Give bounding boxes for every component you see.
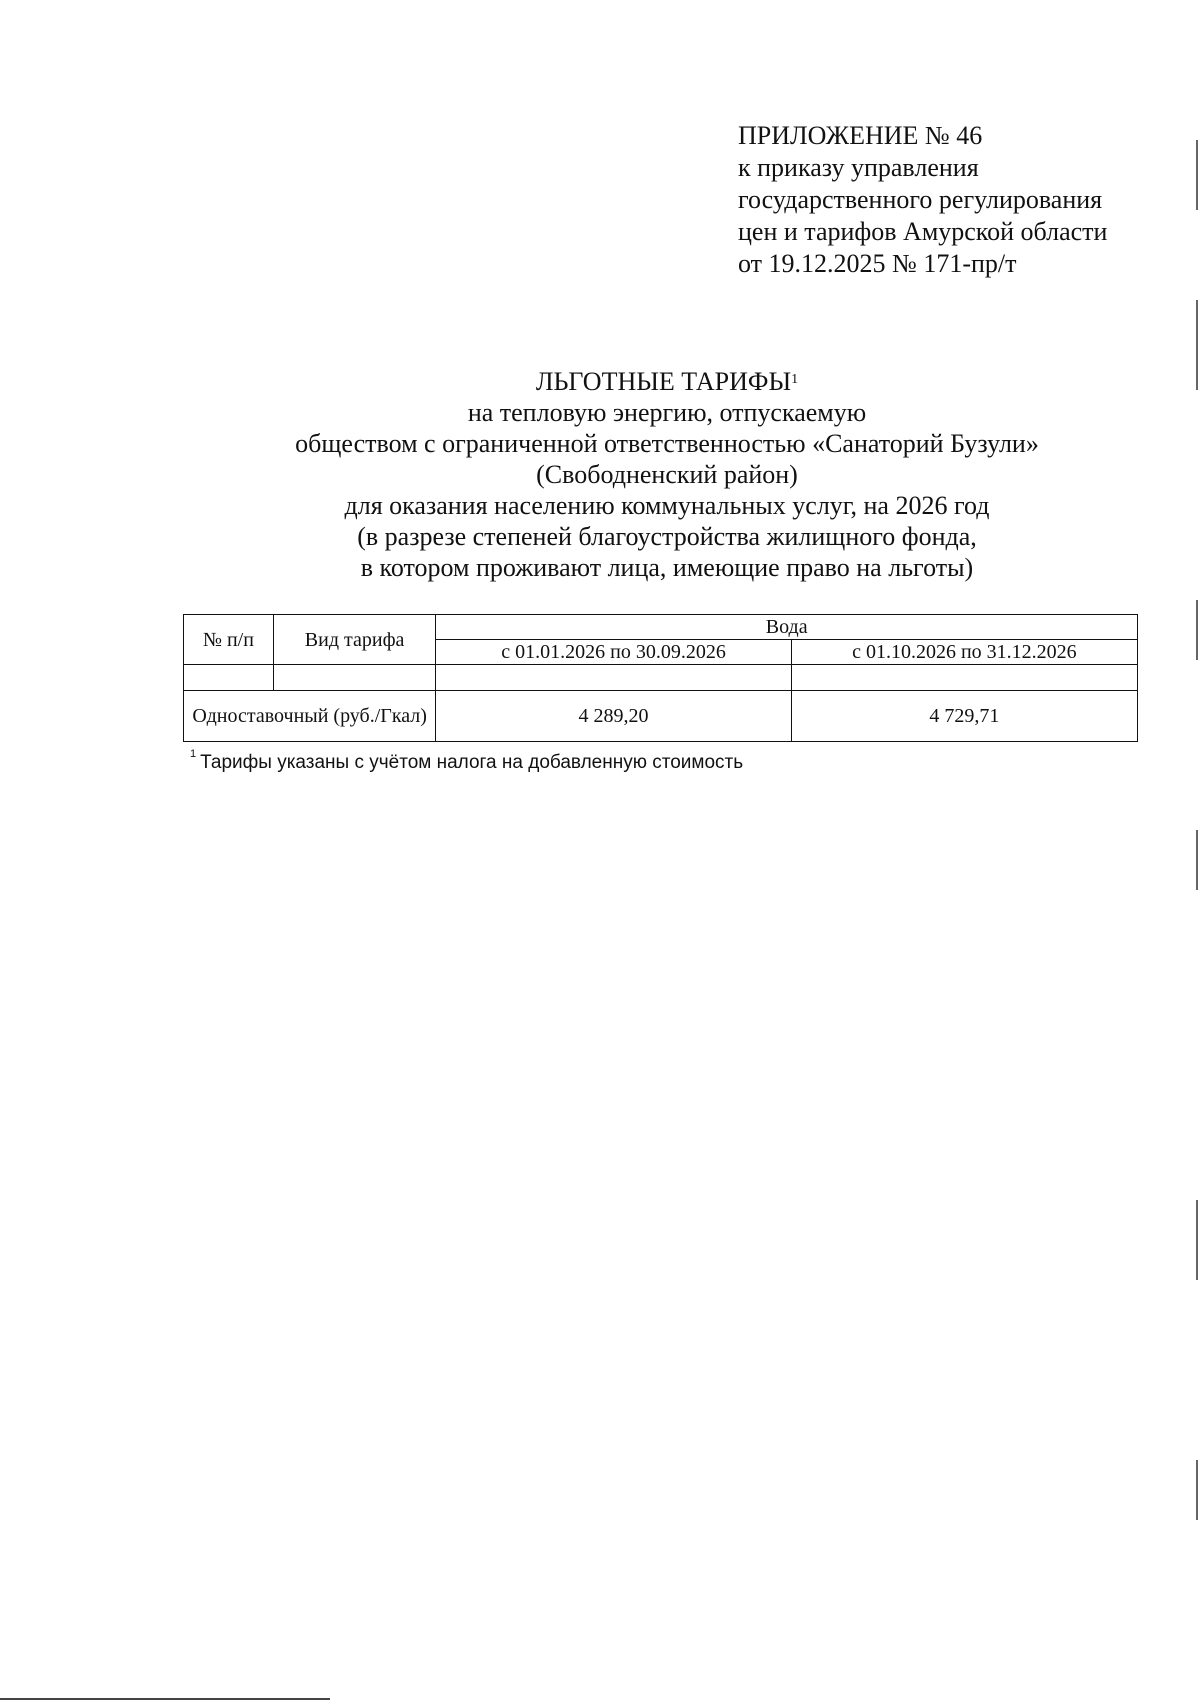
header-tariff-type: Вид тарифа (273, 615, 436, 665)
empty-cell (791, 665, 1137, 691)
footnote-text: Тарифы указаны с учётом налога на добавленную стоимость (200, 752, 744, 773)
scan-edge-mark (1196, 600, 1198, 660)
appendix-order-line: к приказу управления (738, 153, 979, 182)
heading-line-company: обществом с ограниченной ответственностью «Санаторий Бузули» (295, 429, 1039, 458)
empty-cell (184, 665, 274, 691)
row-label: Одноставочный (руб./Гкал) (184, 691, 436, 742)
document-title-line (0, 366, 1200, 397)
footnote-mark: 1 (190, 748, 197, 760)
document-heading (0, 366, 1200, 583)
scan-edge-mark (1196, 1460, 1198, 1520)
appendix-authority-line: государственного регулирования (738, 185, 1103, 214)
table-row (184, 691, 1138, 742)
appendix-block (738, 120, 1107, 280)
header-water-group: Вода (436, 615, 1138, 640)
footnote (190, 748, 744, 774)
appendix-region-line: цен и тарифов Амурской области (738, 217, 1108, 246)
appendix-number: ПРИЛОЖЕНИЕ № 46 (738, 121, 983, 150)
heading-line-scope: (в разрезе степеней благоустройства жилищного фонда, (357, 522, 977, 551)
scan-edge-mark (1196, 140, 1198, 210)
header-period-1: с 01.01.2026 по 30.09.2026 (436, 640, 791, 665)
empty-cell (436, 665, 791, 691)
heading-line-district: (Свободненский район) (536, 460, 798, 489)
scan-edge-mark (1196, 830, 1198, 890)
row-value-period-2: 4 729,71 (791, 691, 1137, 742)
title-footnote-mark: 1 (791, 372, 799, 387)
row-value-period-1: 4 289,20 (436, 691, 791, 742)
header-number: № п/п (184, 615, 274, 665)
tariff-table (183, 614, 1138, 742)
scan-edge-mark (1196, 1200, 1198, 1280)
table-empty-row (184, 665, 1138, 691)
heading-line-energy: на тепловую энергию, отпускаемую (467, 398, 867, 427)
appendix-date-line: от 19.12.2025 № 171-пр/т (738, 249, 1017, 278)
heading-line-purpose: для оказания населению коммунальных услуг, на 2026 год (344, 491, 990, 520)
scan-bottom-line (0, 1698, 330, 1700)
empty-cell (273, 665, 436, 691)
document-title: ЛЬГОТНЫЕ ТАРИФЫ (535, 367, 792, 396)
heading-line-beneficiaries: в котором проживают лица, имеющие право на льготы) (360, 553, 974, 582)
scan-edge-mark (1196, 300, 1198, 390)
header-period-2: с 01.10.2026 по 31.12.2026 (791, 640, 1137, 665)
table-header-row (184, 615, 1138, 640)
